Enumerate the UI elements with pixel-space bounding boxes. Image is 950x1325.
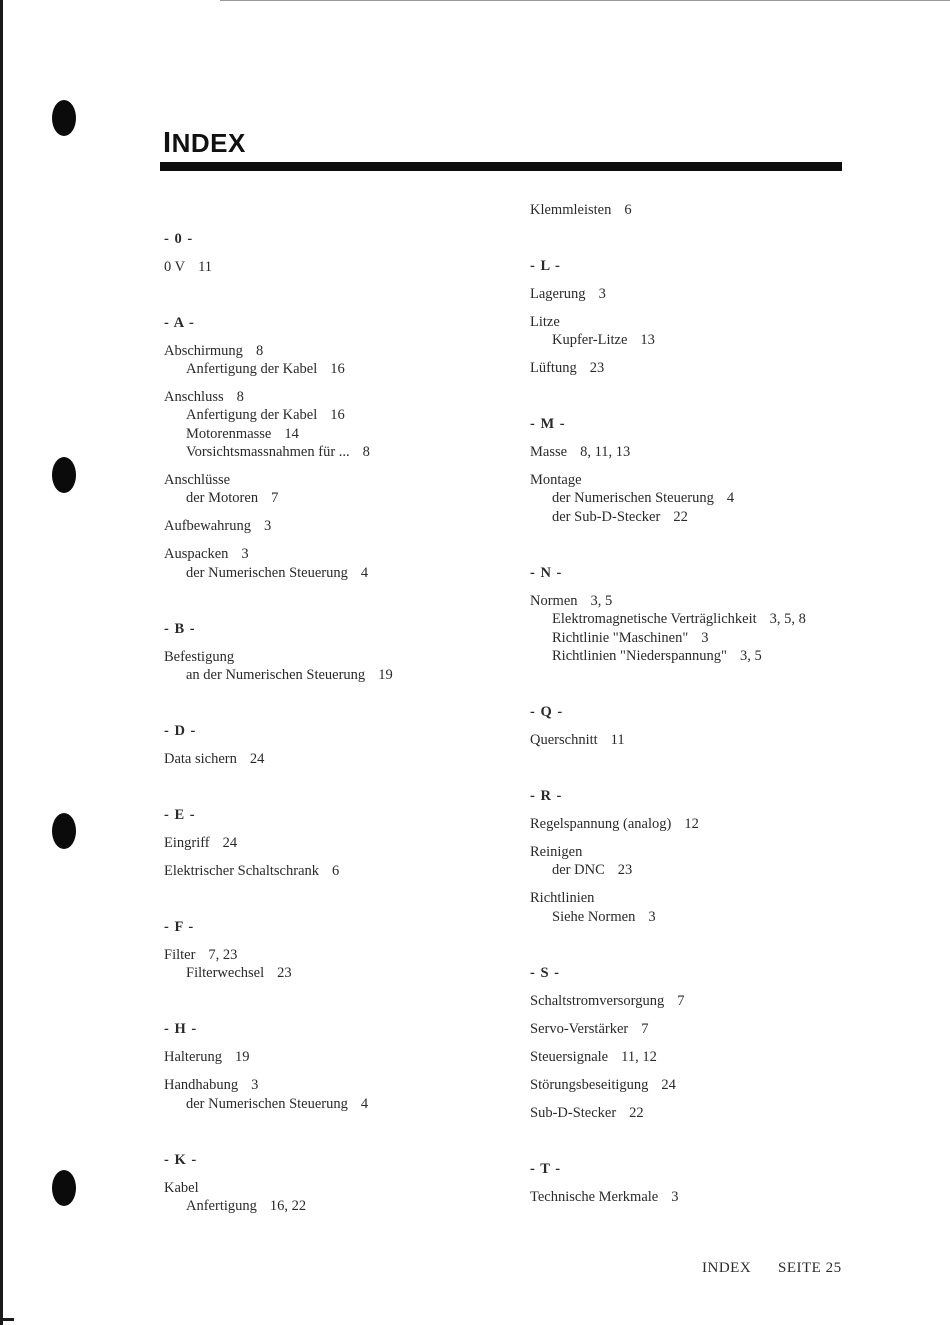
index-page-ref: 6 (332, 863, 340, 879)
index-term: Steuersignale (530, 1049, 609, 1065)
index-letter-heading: - L - (530, 258, 561, 274)
footer-section: INDEX (702, 1260, 752, 1276)
index-page-ref: 8 (236, 389, 244, 405)
index-entry (530, 1104, 644, 1122)
scan-edge-foot (0, 1318, 14, 1321)
index-subentry (552, 629, 709, 647)
index-term: der Motoren (186, 490, 259, 506)
index-entry (164, 648, 234, 666)
index-term: Siehe Normen (552, 909, 636, 925)
index-letter-heading: - F - (164, 919, 195, 935)
index-entry (530, 471, 582, 489)
index-page-ref: 13 (640, 332, 655, 348)
index-page-ref: 11, 12 (621, 1049, 657, 1065)
index-entry (530, 843, 582, 861)
index-entry (530, 889, 594, 907)
index-term: Filter (164, 947, 196, 963)
index-entry (530, 359, 604, 377)
index-page-ref: 16 (330, 407, 345, 423)
index-entry (164, 342, 263, 360)
index-page-ref: 11 (610, 732, 625, 748)
index-term: der Numerischen Steuerung (186, 1096, 348, 1112)
index-term: Anfertigung der Kabel (186, 361, 318, 377)
index-entry (530, 731, 625, 749)
index-term: Sub-D-Stecker (530, 1105, 617, 1121)
index-page-ref: 6 (624, 202, 632, 218)
index-term: Anschluss (164, 389, 224, 405)
index-term: der Sub-D-Stecker (552, 509, 661, 525)
index-page-ref: 4 (360, 1096, 369, 1112)
index-subentry (552, 861, 632, 879)
index-term: Anfertigung der Kabel (186, 407, 318, 423)
index-subentry (552, 489, 734, 507)
index-term: Reinigen (530, 844, 583, 860)
index-page-ref: 3 (251, 1077, 259, 1093)
index-letter-heading: - D - (164, 723, 197, 739)
index-letter-heading: - E - (164, 807, 196, 823)
index-page-ref: 3 (598, 286, 606, 302)
index-page-ref: 3 (701, 630, 709, 646)
index-page-ref: 3, 5, 8 (769, 611, 806, 627)
scan-edge-top (220, 0, 950, 1)
index-page-ref: 4 (360, 565, 369, 581)
index-subentry (186, 406, 345, 424)
index-subentry (186, 489, 278, 507)
index-page-ref: 24 (222, 835, 238, 851)
index-term: Litze (530, 314, 560, 330)
index-letter-heading: - A - (164, 315, 195, 331)
index-page-ref: 4 (726, 490, 735, 506)
title-rule (160, 162, 842, 171)
index-subentry (186, 360, 345, 378)
index-entry (530, 285, 606, 303)
page-title-initial: I (163, 127, 172, 159)
index-entry (530, 1048, 657, 1066)
index-term: der Numerischen Steuerung (186, 565, 348, 581)
index-page-ref: 12 (684, 816, 699, 832)
index-subentry (186, 564, 368, 582)
index-entry (530, 992, 685, 1010)
index-page-ref: 19 (234, 1049, 250, 1065)
index-term: Regelspannung (analog) (530, 816, 672, 832)
index-term: Auspacken (164, 546, 229, 562)
index-term: Montage (530, 472, 582, 488)
index-term: Technische Merkmale (530, 1189, 659, 1205)
index-letter-heading: - M - (530, 416, 566, 432)
index-page-ref: 7 (271, 490, 279, 506)
index-page-ref: 3, 5 (739, 648, 762, 664)
index-entry (530, 443, 630, 461)
index-page-ref: 3, 5 (590, 593, 613, 609)
index-page-ref: 16 (330, 361, 345, 377)
index-letter-heading: - Q - (530, 704, 564, 720)
index-subentry (186, 666, 393, 684)
index-term: Filterwechsel (186, 965, 265, 981)
index-term: 0 V (164, 259, 186, 275)
index-term: an der Numerischen Steuerung (186, 667, 366, 683)
punch-hole-2 (52, 457, 76, 493)
index-page-ref: 22 (629, 1105, 644, 1121)
index-letter-heading: - B - (164, 621, 196, 637)
index-page-ref: 14 (284, 426, 299, 442)
index-page-ref: 3 (648, 909, 656, 925)
index-page-ref: 8 (255, 343, 264, 359)
punch-hole-4 (52, 1170, 76, 1206)
index-entry (164, 517, 271, 535)
index-subentry (186, 964, 292, 982)
index-page-ref: 7 (677, 993, 685, 1009)
index-term: Störungsbeseitigung (530, 1077, 649, 1093)
index-letter-heading: - N - (530, 565, 563, 581)
index-page-ref: 24 (249, 751, 265, 767)
index-term: Kupfer-Litze (552, 332, 628, 348)
index-letter-heading: - 0 - (164, 231, 194, 247)
index-entry (530, 1076, 676, 1094)
index-entry (530, 815, 699, 833)
index-letter-heading: - K - (164, 1152, 198, 1168)
index-subentry (186, 443, 370, 461)
index-term: der Numerischen Steuerung (552, 490, 714, 506)
index-term: Masse (530, 444, 568, 460)
footer-page-number: SEITE 25 (778, 1260, 842, 1276)
index-subentry (552, 908, 656, 926)
index-entry (530, 1020, 649, 1038)
index-term: Abschirmung (164, 343, 243, 359)
index-term: Kabel (164, 1180, 199, 1196)
index-entry (164, 471, 230, 489)
index-entry (164, 946, 237, 964)
index-term: Anfertigung (186, 1198, 257, 1214)
scan-edge-left (0, 0, 3, 1325)
index-page-ref: 22 (673, 509, 688, 525)
index-page-ref: 7, 23 (208, 947, 238, 963)
index-term: Servo-Verstärker (530, 1021, 629, 1037)
index-entry (164, 258, 212, 276)
index-term: Befestigung (164, 649, 235, 665)
index-letter-heading: - R - (530, 788, 563, 804)
index-term: Elektrischer Schaltschrank (164, 863, 320, 879)
index-term: der DNC (552, 862, 605, 878)
index-subentry (552, 610, 806, 628)
index-page-ref: 3 (263, 518, 272, 534)
index-term: Halterung (164, 1049, 222, 1065)
index-term: Richtlinien "Niederspannung" (552, 648, 727, 664)
index-letter-heading: - S - (530, 965, 560, 981)
index-page-ref: 23 (589, 360, 605, 376)
index-entry (530, 313, 560, 331)
index-subentry (552, 647, 762, 665)
index-term: Lüftung (530, 360, 577, 376)
index-subentry (552, 331, 655, 349)
index-entry (164, 1048, 249, 1066)
punch-hole-3 (52, 813, 76, 849)
index-term: Querschnitt (530, 732, 598, 748)
index-page-ref: 3 (671, 1189, 679, 1205)
index-entry (530, 592, 612, 610)
index-entry (164, 862, 339, 880)
index-term: Motorenmasse (186, 426, 272, 442)
index-term: Lagerung (530, 286, 586, 302)
index-page-ref: 7 (641, 1021, 649, 1037)
index-term: Aufbewahrung (164, 518, 251, 534)
index-term: Normen (530, 593, 578, 609)
index-entry (164, 750, 264, 768)
index-entry (164, 1179, 199, 1197)
index-page-ref: 23 (277, 965, 292, 981)
punch-hole-1 (52, 100, 76, 136)
index-page-ref: 16, 22 (269, 1198, 307, 1214)
index-subentry (186, 425, 299, 443)
index-term: Klemmleisten (530, 202, 612, 218)
index-entry (164, 834, 237, 852)
index-term: Vorsichtsmassnahmen für ... (186, 444, 350, 460)
index-subentry (186, 1095, 368, 1113)
index-entry (164, 1076, 258, 1094)
index-subentry (552, 508, 688, 526)
index-term: Elektromagnetische Verträglichkeit (552, 611, 757, 627)
index-subentry (186, 1197, 306, 1215)
page-title (163, 127, 246, 160)
index-page-ref: 19 (378, 667, 393, 683)
index-term: Eingriff (164, 835, 210, 851)
index-page-ref: 8 (362, 444, 370, 460)
index-term: Schaltstromversorgung (530, 993, 665, 1009)
index-page-ref: 8, 11, 13 (580, 444, 631, 460)
index-entry (164, 545, 249, 563)
index-term: Richtlinien (530, 890, 595, 906)
index-entry (530, 1188, 678, 1206)
index-page-ref: 11 (198, 259, 213, 275)
index-term: Handhabung (164, 1077, 239, 1093)
index-page-ref: 23 (617, 862, 633, 878)
index-entry (164, 388, 244, 406)
index-letter-heading: - T - (530, 1161, 562, 1177)
index-term: Data sichern (164, 751, 237, 767)
index-page-ref: 3 (241, 546, 249, 562)
index-page-ref: 24 (661, 1077, 676, 1093)
page-title-rest: NDEX (171, 128, 246, 158)
index-entry (530, 201, 632, 219)
index-term: Anschlüsse (164, 472, 231, 488)
index-letter-heading: - H - (164, 1021, 198, 1037)
index-term: Richtlinie "Maschinen" (552, 630, 689, 646)
